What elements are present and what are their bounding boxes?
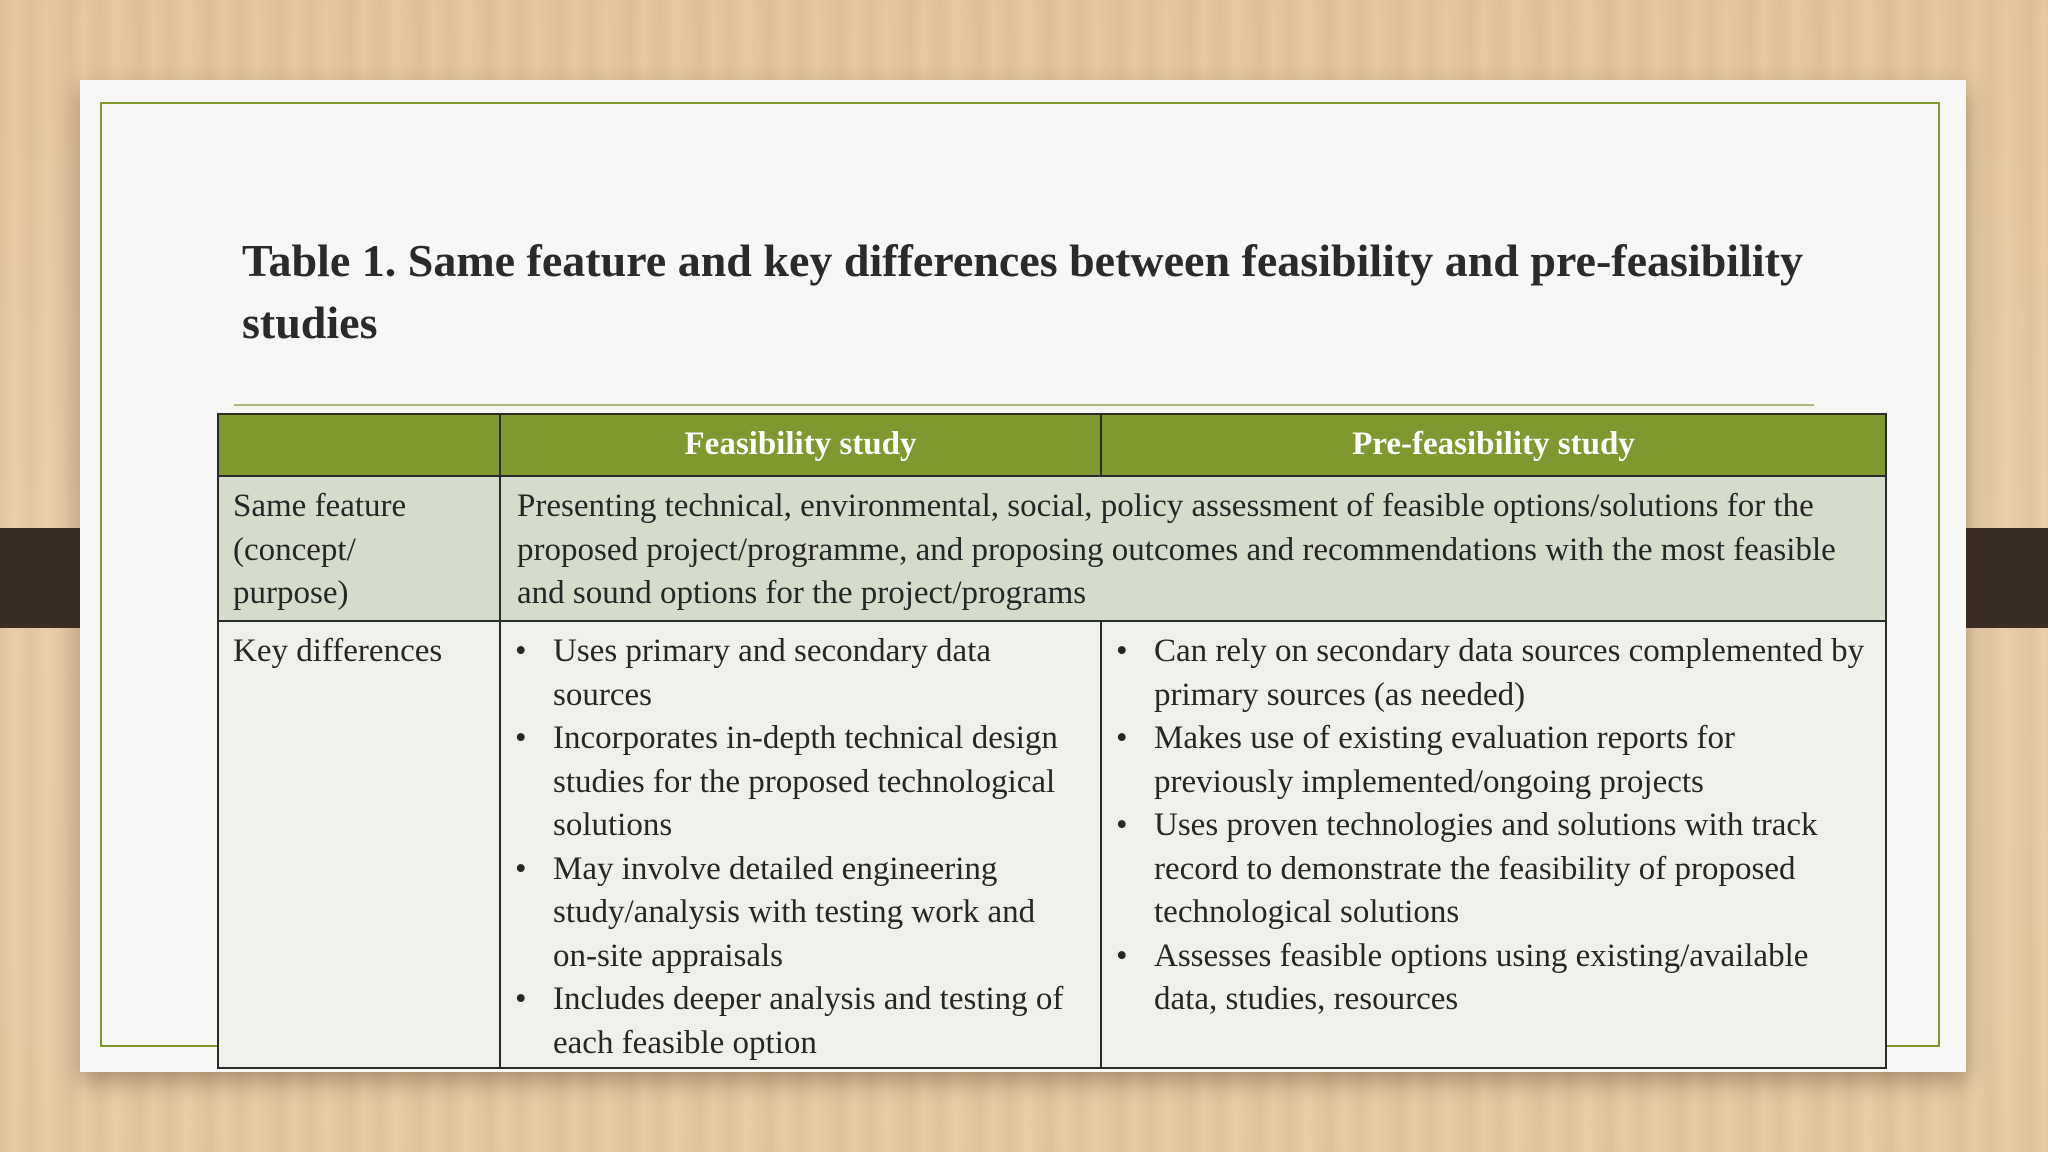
list-item: • Uses primary and secondary data sources	[515, 630, 1086, 717]
feasibility-differences-list	[501, 622, 1100, 1065]
same-feature-text-cell	[500, 476, 1886, 621]
table-header-row	[218, 414, 1886, 476]
key-differences-label: Key differences	[233, 633, 443, 669]
header-feasibility: Feasibility study	[500, 414, 1101, 476]
list-item: • Includes deeper analysis and testing of each feasible option	[515, 978, 1086, 1065]
list-item: • Can rely on secondary data sources complemented by primary sources (as needed)	[1116, 630, 1871, 717]
list-item: • Makes use of existing evaluation reports for previously implemented/ongoing projects	[1116, 717, 1871, 804]
list-item: • May involve detailed engineering study/analysis with testing work and on-site appraisals	[515, 848, 1086, 979]
key-differences-label-cell	[218, 621, 500, 1068]
table-row-key-differences	[218, 621, 1886, 1068]
same-feature-label: Same feature (concept/ purpose)	[233, 488, 407, 611]
pre-feasibility-differences-cell	[1101, 621, 1886, 1068]
list-item: • Uses proven technologies and solutions with track record to demonstrate the feasibility of proposed technological solutions	[1116, 804, 1871, 935]
header-pre-feasibility: Pre-feasibility study	[1101, 414, 1886, 476]
slide-title: Table 1. Same feature and key differences between feasibility and pre-feasibility studies	[242, 235, 1803, 348]
list-item: • Assesses feasible options using existing/available data, studies, resources	[1116, 935, 1871, 1022]
header-empty-cell	[218, 414, 500, 476]
list-item: • Incorporates in-depth technical design studies for the proposed technological solutions	[515, 717, 1086, 848]
same-feature-text: Presenting technical, environmental, social, policy assessment of feasible options/solutions for the proposed project/programme, and proposing outcomes and recommendations with the most feasible and sound options for the project/programs	[517, 488, 1836, 611]
feasibility-differences-cell	[500, 621, 1101, 1068]
same-feature-label-cell	[218, 476, 500, 621]
comparison-table	[217, 413, 1887, 1069]
table-row-same-feature	[218, 476, 1886, 621]
pre-feasibility-differences-list	[1102, 622, 1885, 1022]
title-divider	[234, 404, 1814, 406]
